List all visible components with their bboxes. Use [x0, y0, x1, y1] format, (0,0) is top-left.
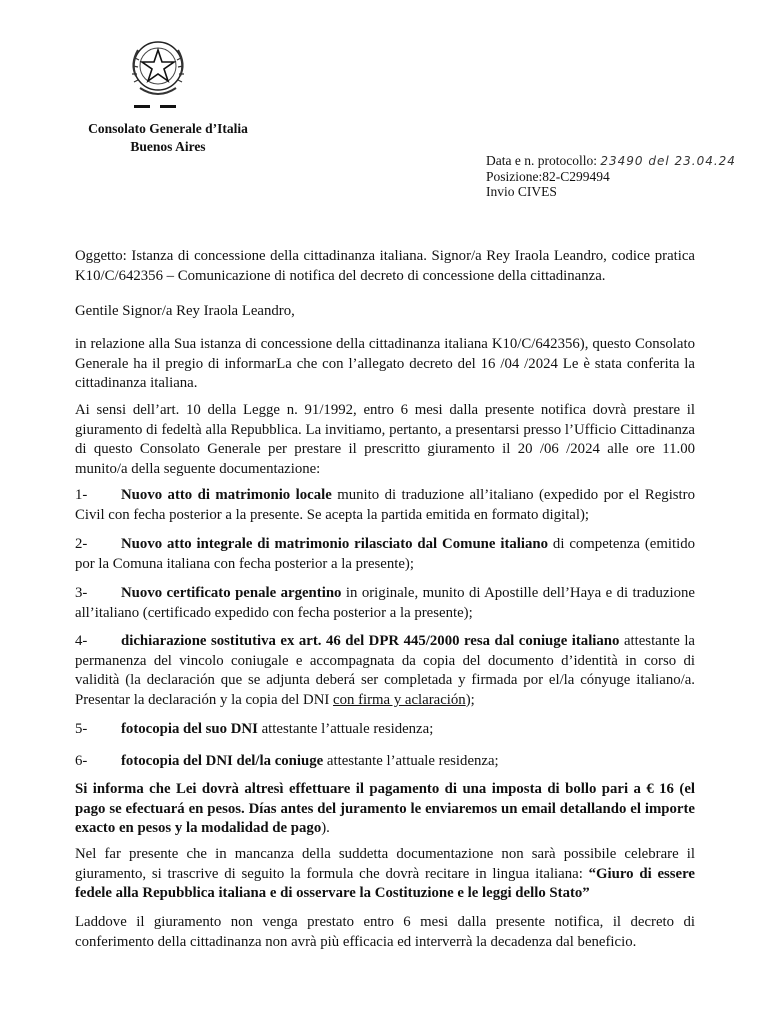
list-item-text: attestante l’attuale residenza; — [257, 721, 434, 737]
list-item-bold: Nuovo certificato penale argentino — [121, 585, 342, 601]
list-item-text: in originale, munito di Apostille dell’Haya e di traduzione all’italiano (certificado expedido con fecha posterior a la presente); — [75, 585, 695, 621]
list-item-number: 1- — [75, 487, 88, 503]
list-item-number: 4- — [75, 633, 88, 649]
italian-republic-emblem-icon — [126, 36, 190, 108]
list-item-text: munito di traduzione all’italiano (expedido por el Registro Civil con fecha posterior a la presente. Se acepta la partida emitida en formato digital); — [75, 487, 695, 523]
list-item-tail: ); — [465, 691, 475, 708]
tax-stamp-notice-tail: ). — [321, 820, 330, 837]
paragraph-2 — [75, 401, 695, 479]
list-item-underlined: con firma y aclaración — [333, 691, 466, 708]
list-item-bold: fotocopia del DNI del/la coniuge — [121, 753, 324, 769]
list-item-number: 3- — [75, 585, 88, 601]
oath-formula: “Giuro di essere fedele alla Repubblica italiana e di osservare la Costituzione e le leggi dello Stato” — [75, 865, 695, 902]
paragraph-4-text: Laddove il giuramento non venga prestato entro 6 mesi dalla presente notifica, il decreto di conferimento della cittadinanza non avrà più efficacia ed interverrà la decadenza dal beneficio. — [75, 914, 695, 950]
paragraph-4 — [75, 913, 695, 952]
protocol-label: Data e n. protocollo: — [486, 153, 597, 168]
list-item — [75, 752, 695, 772]
greeting — [75, 302, 695, 322]
paragraph-1 — [75, 335, 695, 394]
list-item-number: 5- — [75, 721, 88, 737]
list-item — [75, 632, 695, 710]
paragraph-1-text: in relazione alla Sua istanza di concessione della cittadinanza italiana K10/C/642356), questo Consolato Generale ha il pregio di informarLa che con l’allegato decreto del 16 /04 /2024 Le è stata conferita la cittadinanza italiana. — [75, 336, 695, 392]
list-item-bold: Nuovo atto integrale di matrimonio rilasciato dal Comune italiano — [121, 536, 549, 552]
subject-text: Oggetto: Istanza di concessione della cittadinanza italiana. Signor/a Rey Iraola Leandro, codice pratica K10/C/642356 – Comunicazione di notifica del decreto di concessione della cittadinanza. — [75, 248, 695, 284]
consolate-name: Consolato Generale d’Italia — [88, 121, 248, 136]
greeting-text: Gentile Signor/a Rey Iraola Leandro, — [75, 303, 295, 319]
list-item-number: 2- — [75, 536, 88, 552]
consolate-city: Buenos Aires — [130, 139, 206, 154]
list-item-number: 6- — [75, 753, 88, 769]
tax-stamp-notice-text: Si informa che Lei dovrà altresì effettuare il pagamento di una imposta di bollo pari a € 16 (el pago se efectuará en pesos. Días antes del juramento le enviaremos un email detallando el importe exacto en pesos y la modalidad de pago — [75, 781, 695, 837]
list-item — [75, 535, 695, 574]
list-item-bold: dichiarazione sostitutiva ex art. 46 del DPR 445/2000 resa dal coniuge italiano — [121, 633, 620, 649]
paragraph-3-text: Nel far presente che in mancanza della suddetta documentazione non sarà possibile celebrare il giuramento, si trascrive di seguito la formula che dovrà recitare in lingua italiana: — [75, 846, 695, 882]
list-item — [75, 584, 695, 623]
list-item-text: attestante la permanenza del vincolo coniugale e accompagnata da copia del documento d’identità in corso di validità (la declaración que se adjunta deberá ser completada y firmada por el/la cónyuge italiano/a. Presentar la declaración y la copia del DNI — [75, 633, 696, 708]
list-item — [75, 486, 695, 525]
list-item-bold: Nuovo atto di matrimonio locale — [121, 487, 332, 503]
list-item-text: attestante l’attuale residenza; — [323, 753, 499, 769]
paragraph-2-text: Ai sensi dell’art. 10 della Legge n. 91/1992, entro 6 mesi dalla presente notifica dovrà prestare il giuramento di fedeltà alla Repubblica. La invitiamo, pertanto, a presentarsi presso l’Ufficio Cittadinanza di questo Consolato Generale per prestare il prescritto giuramento il 20 /06 /2024 alle ore 11.00 munito/a della seguente documentazione: — [75, 402, 695, 477]
tax-stamp-notice — [75, 780, 695, 839]
protocol-block — [486, 153, 736, 199]
protocol-handwritten: 23490 del 23.04.24 — [600, 154, 736, 168]
emblem-bars-icon — [130, 102, 182, 112]
protocol-invio: Invio CIVES — [486, 184, 557, 199]
subject-paragraph — [75, 247, 695, 286]
protocol-position: Posizione:82-C299494 — [486, 169, 610, 184]
list-item — [75, 720, 695, 740]
paragraph-3 — [75, 845, 695, 904]
list-item-text: di competenza (emitido por la Comuna italiana con fecha posterior a la presente); — [75, 536, 695, 572]
consolate-header — [78, 120, 258, 156]
list-item-bold: fotocopia del suo DNI — [121, 721, 258, 737]
